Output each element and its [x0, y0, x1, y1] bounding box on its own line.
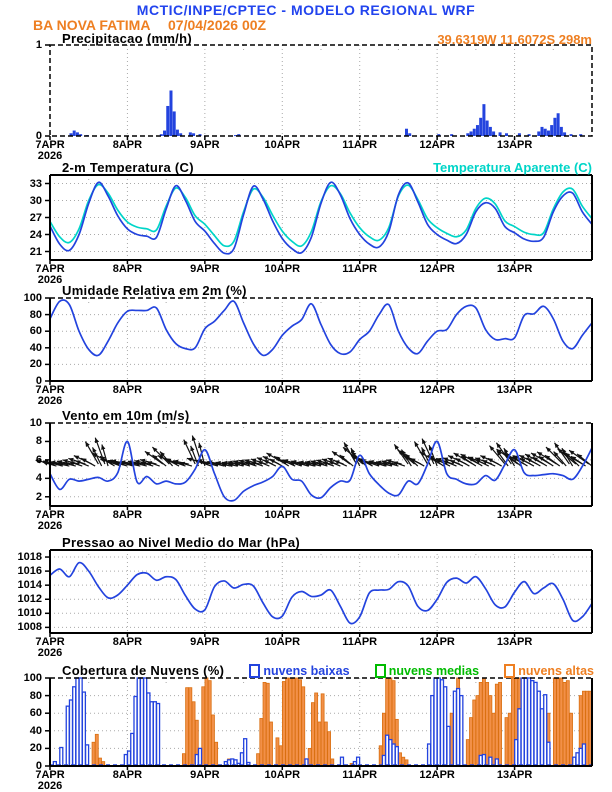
clouds-x-tick-label: 12APR — [419, 769, 455, 781]
clouds-y-tick-label: 40 — [29, 724, 42, 737]
wind10m-x-tick-label: 9APR — [190, 509, 220, 521]
wind10m-y-tick-label: 10 — [29, 417, 42, 429]
clouds-y-tick-label: 60 — [29, 707, 42, 720]
temp2m-y-tick-label: 33 — [29, 177, 42, 190]
clouds-y-tick-label: 100 — [23, 672, 42, 684]
mslp-x-year-label: 2026 — [37, 647, 63, 659]
clouds-x-tick-label: 10APR — [264, 769, 301, 781]
mslp-x-tick-label: 7APR — [35, 636, 65, 648]
precip-x-year-label: 2026 — [37, 150, 63, 162]
temp2m-x-tick-label: 11APR — [342, 263, 378, 275]
wind10m-x-tick-label: 12APR — [419, 509, 455, 521]
mslp-x-tick-label: 13APR — [496, 636, 533, 648]
clouds-x-year-label: 2026 — [37, 780, 63, 792]
temp2m-y-tick-label: 27 — [29, 211, 42, 224]
legend-label-mid-clouds: nuvens medias — [388, 663, 480, 678]
clouds-x-tick-label: 7APR — [35, 769, 65, 781]
rh2m-y-tick-label: 20 — [29, 358, 42, 371]
panel-mslp — [45, 550, 592, 637]
mid-clouds-swatch-icon — [375, 664, 386, 678]
rh2m-x-year-label: 2026 — [37, 395, 63, 407]
mslp-y-tick-label: 1008 — [17, 621, 42, 634]
low-clouds-swatch-icon — [249, 664, 260, 678]
precip-x-tick-label: 9APR — [190, 139, 220, 151]
mslp-y-tick-label: 1010 — [17, 607, 42, 620]
panel-title-temp: 2-m Temperatura (C) — [62, 160, 194, 175]
cloud-panel-header — [62, 663, 594, 678]
precip-x-tick-label: 10APR — [264, 139, 301, 151]
temp2m-x-year-label: 2026 — [37, 274, 63, 286]
precip-x-tick-label: 7APR — [35, 139, 65, 151]
rh2m-x-tick-label: 8APR — [112, 384, 143, 396]
precip-x-tick-label: 13APR — [496, 139, 533, 151]
mslp-x-tick-label: 9APR — [190, 636, 220, 648]
temp2m-y-tick-label: 21 — [29, 245, 42, 258]
precip-y-tick-label: 1 — [35, 39, 42, 51]
panel-precip — [45, 45, 592, 140]
panel-title-clouds: Cobertura de Nuvens (%) — [62, 663, 225, 678]
panel-title-pressure: Pressao ao Nivel Medio do Mar (hPa) — [62, 535, 301, 550]
rh2m-y-tick-label: 80 — [29, 308, 42, 321]
clouds-x-tick-label: 9APR — [190, 769, 220, 781]
rh2m-x-tick-label: 11APR — [342, 384, 378, 396]
rh2m-y-tick-label: 60 — [29, 325, 42, 338]
wind10m-y-tick-label: 8 — [35, 435, 42, 448]
mslp-y-tick-label: 1012 — [17, 593, 42, 606]
mslp-x-tick-label: 12APR — [419, 636, 455, 648]
clouds-x-tick-label: 11APR — [342, 769, 378, 781]
rh2m-x-tick-label: 13APR — [496, 384, 533, 396]
temp2m-x-tick-label: 10APR — [264, 263, 301, 275]
legend-item-mid-clouds — [375, 664, 479, 678]
mslp-y-tick-label: 1014 — [17, 579, 42, 592]
high-clouds-swatch-icon — [504, 664, 515, 678]
legend-item-low-clouds — [249, 664, 349, 678]
rh2m-y-tick-label: 0 — [35, 375, 42, 387]
clouds-y-tick-label: 20 — [29, 742, 42, 755]
wind10m-y-tick-label: 4 — [35, 472, 42, 485]
temp2m-y-tick-label: 30 — [29, 194, 42, 207]
clouds-y-tick-label: 80 — [29, 689, 42, 702]
temp2m-y-tick-label: 24 — [29, 228, 42, 241]
panel-title-precip: Precipitacao (mm/h) — [62, 31, 192, 46]
temp2m-x-tick-label: 12APR — [419, 263, 455, 275]
temp2m-x-tick-label: 7APR — [35, 263, 65, 275]
panel-title-humidity: Umidade Relativa em 2m (%) — [62, 283, 247, 298]
app-title: MCTIC/INPE/CPTEC - MODELO REGIONAL WRF — [136, 2, 476, 18]
temp2m-x-tick-label: 9APR — [190, 263, 220, 275]
precip-x-tick-label: 12APR — [419, 139, 455, 151]
station-coordinates: 39.6319W 11.6072S 298m — [437, 32, 592, 47]
panel-clouds — [45, 678, 592, 770]
model-run-datetime: 07/04/2026 00Z — [168, 17, 267, 33]
mslp-x-tick-label: 8APR — [112, 636, 143, 648]
mslp-x-tick-label: 10APR — [264, 636, 301, 648]
temp2m-x-tick-label: 13APR — [496, 263, 533, 275]
mslp-y-tick-label: 1018 — [17, 551, 42, 564]
rh2m-y-tick-label: 100 — [23, 292, 42, 304]
legend-label-high-clouds: nuvens altas — [518, 663, 594, 678]
panel-rh2m — [45, 298, 592, 385]
wind10m-x-tick-label: 13APR — [496, 509, 533, 521]
legend-apparent-temperature: Temperatura Aparente (C) — [433, 160, 592, 175]
wind10m-x-tick-label: 11APR — [342, 509, 378, 521]
rh2m-y-tick-label: 40 — [29, 341, 42, 354]
wind10m-x-tick-label: 7APR — [35, 509, 65, 521]
precip-x-tick-label: 8APR — [112, 139, 143, 151]
legend-item-high-clouds — [504, 664, 594, 678]
station-name: BA NOVA FATIMA — [33, 17, 151, 33]
mslp-x-tick-label: 11APR — [342, 636, 378, 648]
panel-temp2m — [45, 175, 592, 264]
legend-label-low-clouds: nuvens baixas — [263, 663, 350, 678]
rh2m-x-tick-label: 9APR — [190, 384, 220, 396]
panel-wind10m — [36, 423, 592, 510]
wind10m-y-tick-label: 6 — [35, 453, 42, 466]
wind10m-y-tick-label: 2 — [35, 490, 42, 503]
wind10m-x-tick-label: 8APR — [112, 509, 143, 521]
wind10m-x-tick-label: 10APR — [264, 509, 301, 521]
precip-y-tick-label: 0 — [35, 130, 42, 142]
mslp-y-tick-label: 1016 — [17, 565, 42, 578]
precip-x-tick-label: 11APR — [342, 139, 378, 151]
clouds-x-tick-label: 13APR — [496, 769, 533, 781]
clouds-x-tick-label: 8APR — [112, 769, 143, 781]
rh2m-x-tick-label: 7APR — [35, 384, 65, 396]
wind10m-x-year-label: 2026 — [37, 520, 63, 532]
panel-title-wind: Vento em 10m (m/s) — [62, 408, 190, 423]
clouds-y-tick-label: 0 — [35, 760, 42, 772]
rh2m-x-tick-label: 12APR — [419, 384, 455, 396]
temp2m-x-tick-label: 8APR — [112, 263, 143, 275]
rh2m-x-tick-label: 10APR — [264, 384, 301, 396]
